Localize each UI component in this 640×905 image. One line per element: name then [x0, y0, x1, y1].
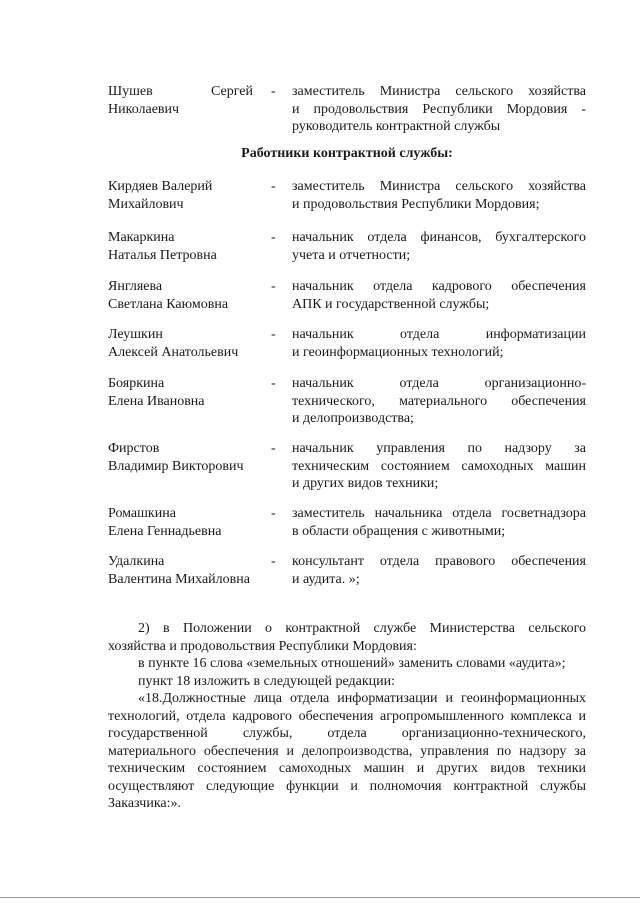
worker-position: начальник управления по надзору за техническим состоянием самоходных машин и других видов техники;: [292, 441, 586, 491]
worker-name: Леушкин Алексей Анатольевич: [108, 327, 239, 360]
worker-position: начальник отдела финансов, бухгалтерского учета и отчетности;: [292, 230, 586, 263]
amendment-item-16: в пункте 16 слова «земельных отношений» заменить словами «аудита»;: [138, 656, 566, 671]
amendment-section: [108, 620, 586, 813]
amendment-intro-line: 2) в Положении о контрактной службе Министерства сельского: [138, 621, 586, 636]
worker-dash: -: [271, 506, 276, 521]
worker-name: Удалкина Валентина Михайловна: [108, 554, 250, 587]
head-person-name: [108, 83, 273, 118]
worker-name: Бояркина Елена Ивановна: [108, 376, 205, 409]
quote-line: материального обеспечения и делопроизводства, управления по надзору за: [108, 743, 586, 759]
page-bottom-edge: [0, 897, 640, 898]
head-person-given-name: Сергей: [211, 84, 253, 99]
worker-name: Ромашкина Елена Геннадьевна: [108, 506, 222, 539]
quote-line: технологий, отдела кадрового обеспечения агропромышленного комплекса и: [108, 708, 586, 724]
worker-position: начальник отдела организационно- технического, материального обеспечения и делопроизводства;: [292, 376, 586, 426]
quote-line: «18.Должностные лица отдела информатизации и геоинформационных: [138, 691, 586, 706]
worker-dash: -: [271, 327, 276, 342]
worker-dash: -: [271, 230, 276, 245]
worker-dash: -: [271, 376, 276, 391]
quote-line: техническим состоянием самоходных машин и других видов техники: [108, 761, 586, 776]
position-line: заместитель Министра сельского хозяйства: [292, 84, 586, 99]
head-person-dash: -: [271, 84, 276, 99]
worker-dash: -: [271, 279, 276, 294]
worker-position: начальник отдела информатизации и геоинформационных технологий;: [292, 327, 586, 360]
worker-name: Фирстов Владимир Викторович: [108, 441, 244, 474]
head-person-surname: Шушев: [108, 84, 153, 99]
head-person-patronymic: Николаевич: [108, 101, 180, 117]
quote-line: Заказчика:».: [108, 796, 182, 811]
position-line: и продовольствия Республики Мордовия -: [292, 101, 586, 117]
worker-dash: -: [271, 179, 276, 194]
worker-name: Кирдяев Валерий Михайлович: [108, 179, 213, 212]
worker-position: заместитель начальника отдела госветнадзора в области обращения с животными;: [292, 506, 586, 539]
amendment-item-18: пункт 18 изложить в следующей редакции:: [138, 673, 395, 689]
worker-name: Макаркина Наталья Петровна: [108, 230, 217, 263]
worker-position: начальник отдела кадрового обеспечения АПК и государственной службы;: [292, 279, 586, 312]
worker-position: заместитель Министра сельского хозяйства и продовольствия Республики Мордовия;: [292, 179, 586, 212]
quote-line: государственной службы, отдела организационно-технического,: [108, 726, 586, 741]
quote-line: осуществляют следующие функции и полномочия контрактной службы: [108, 778, 586, 794]
head-person-position: [292, 83, 586, 136]
worker-name: Янгляева Светлана Каюмовна: [108, 279, 229, 312]
worker-position: консультант отдела правового обеспечения и аудита. »;: [292, 554, 586, 587]
worker-dash: -: [271, 441, 276, 456]
worker-dash: -: [271, 554, 276, 569]
amendment-intro-line: хозяйства и продовольствия Республики Мордовия:: [108, 638, 417, 654]
section-heading: Работники контрактной службы:: [241, 146, 453, 161]
position-line: руководитель контрактной службы: [292, 119, 501, 134]
